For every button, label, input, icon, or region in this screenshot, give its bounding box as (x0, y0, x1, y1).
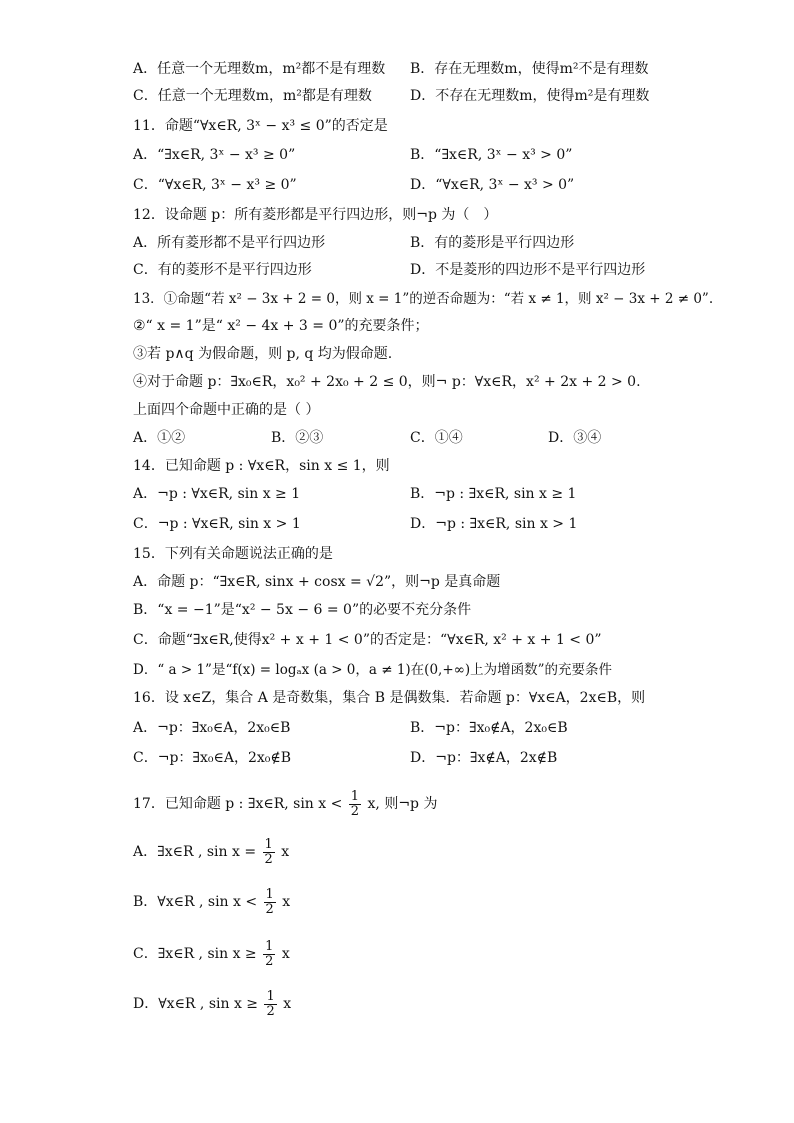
q17-option-d-text: D．∀x∈R , sin x ≥ (133, 996, 259, 1012)
q17-option-a-var: x (281, 844, 290, 860)
q11-option-d[interactable]: D．“∀x∈R, 3ˣ − x³ > 0” (410, 177, 575, 193)
q17-option-c-fraction (263, 940, 275, 968)
q11-option-a[interactable]: A．“∃x∈R, 3ˣ − x³ ≥ 0” (133, 147, 296, 163)
q10-option-c[interactable]: C．任意一个无理数m，m²都是有理数 (133, 88, 372, 104)
q11-option-c[interactable]: C．“∀x∈R, 3ˣ − x³ ≥ 0” (133, 177, 297, 193)
fraction-denominator: 2 (265, 901, 274, 917)
fraction-denominator: 2 (266, 1003, 275, 1019)
q17-option-d-fraction (264, 990, 276, 1018)
q13-option-a[interactable]: A．①② (133, 430, 186, 446)
q17-option-a[interactable] (133, 832, 289, 872)
q16-option-c[interactable]: C．¬p：∃x₀∈A，2x₀∉B (133, 750, 292, 766)
q11-option-b[interactable]: B．“∃x∈R, 3ˣ − x³ > 0” (410, 147, 573, 163)
q17-option-b-text: B．∀x∈R , sin x < (133, 894, 258, 910)
fraction-numerator: 1 (264, 836, 273, 852)
q10-option-d[interactable]: D．不存在无理数m，使得m²是有理数 (410, 88, 650, 104)
q12-option-d[interactable]: D．不是菱形的四边形不是平行四边形 (410, 262, 646, 278)
q15-option-a[interactable]: A．命题 p：“∃x∈R, sinx + cosx = √2”，则¬p 是真命题 (133, 574, 501, 590)
fraction-denominator: 2 (350, 803, 360, 819)
q17-option-c[interactable] (133, 934, 290, 974)
q12-option-c[interactable]: C．有的菱形不是平行四边形 (133, 262, 312, 278)
q17-option-b-var: x (282, 894, 291, 910)
q16-option-b[interactable]: B．¬p：∃x₀∉A，2x₀∈B (410, 720, 568, 736)
fraction-numerator: 1 (265, 886, 274, 902)
q15-option-b[interactable]: B．“x = −1”是“x² − 5x − 6 = 0”的必要不充分条件 (133, 602, 472, 618)
q16-option-a[interactable]: A．¬p：∃x₀∈A，2x₀∈B (133, 720, 291, 736)
q17-option-d-var: x (283, 996, 292, 1012)
fraction-numerator: 1 (266, 988, 275, 1004)
q14-stem: 14．已知命题 p : ∀x∈R，sin x ≤ 1，则 (133, 458, 390, 474)
q17-option-a-text: A．∃x∈R , sin x = (133, 844, 257, 860)
q13-option-d[interactable]: D．③④ (548, 430, 602, 446)
q12-option-b[interactable]: B．有的菱形是平行四边形 (410, 235, 575, 251)
q12-option-a[interactable]: A．所有菱形都不是平行四边形 (133, 235, 326, 251)
q13-statement-3: ③若 p∧q 为假命题，则 p, q 均为假命题. (133, 346, 393, 362)
q13-option-b[interactable]: B．②③ (271, 430, 324, 446)
q17-stem-prefix: 17．已知命题 p : ∃x∈R, sin x < (133, 796, 343, 812)
q11-stem: 11．命题“∀x∈R, 3ˣ − x³ ≤ 0”的否定是 (133, 118, 388, 134)
q17-option-c-text: C．∃x∈R , sin x ≥ (133, 946, 257, 962)
q16-stem: 16．设 x∈Z，集合 A 是奇数集，集合 B 是偶数集．若命题 p：∀x∈A，2x∈B，则 (133, 690, 646, 706)
q17-option-a-fraction (263, 838, 275, 866)
q13-option-c[interactable]: C．①④ (410, 430, 463, 446)
q17-option-d[interactable] (133, 984, 291, 1024)
q13-statement-1: 13．①命题“若 x² − 3x + 2 = 0，则 x = 1”的逆否命题为：“若 x ≠ 1，则 x² − 3x + 2 ≠ 0”. (133, 291, 714, 307)
q13-statement-4: ④对于命题 p：∃x₀∈R，x₀² + 2x₀ + 2 ≤ 0，则¬ p：∀x∈R，x² + 2x + 2 > 0. (133, 374, 641, 390)
q15-stem: 15．下列有关命题说法正确的是 (133, 546, 333, 562)
fraction-numerator: 1 (350, 788, 360, 804)
q13-question: 上面四个命题中正确的是（ ） (133, 402, 320, 418)
q14-option-c[interactable]: C．¬p : ∀x∈R, sin x > 1 (133, 516, 301, 532)
q17-stem-fraction (349, 790, 361, 818)
fraction-denominator: 2 (265, 953, 274, 969)
q17-stem-suffix: x, 则¬p 为 (367, 796, 438, 812)
q17-option-b[interactable] (133, 882, 290, 922)
q16-option-d[interactable]: D．¬p：∃x∉A，2x∉B (410, 750, 558, 766)
q14-option-d[interactable]: D．¬p : ∃x∈R, sin x > 1 (410, 516, 578, 532)
q13-statement-2: ②“ x = 1”是“ x² − 4x + 3 = 0”的充要条件； (133, 318, 429, 334)
q15-option-d[interactable]: D．“ a > 1”是“f(x) = logₐx (a > 0，a ≠ 1)在(0,+∞)上为增函数”的充要条件 (133, 662, 613, 678)
fraction-denominator: 2 (264, 851, 273, 867)
q12-stem: 12．设命题 p：所有菱形都是平行四边形，则¬p 为（ ） (133, 207, 498, 223)
q15-option-c[interactable]: C．命题“∃x∈R,使得x² + x + 1 < 0”的否定是：“∀x∈R, x² + x + 1 < 0” (133, 632, 602, 648)
q17-option-c-var: x (281, 946, 290, 962)
q14-option-b[interactable]: B．¬p : ∃x∈R, sin x ≥ 1 (410, 486, 577, 502)
q10-option-a[interactable]: A．任意一个无理数m，m²都不是有理数 (133, 61, 386, 77)
q14-option-a[interactable]: A．¬p : ∀x∈R, sin x ≥ 1 (133, 486, 301, 502)
q17-stem (133, 786, 437, 822)
fraction-numerator: 1 (265, 938, 274, 954)
q10-option-b[interactable]: B．存在无理数m，使得m²不是有理数 (410, 61, 649, 77)
q17-option-b-fraction (264, 888, 276, 916)
